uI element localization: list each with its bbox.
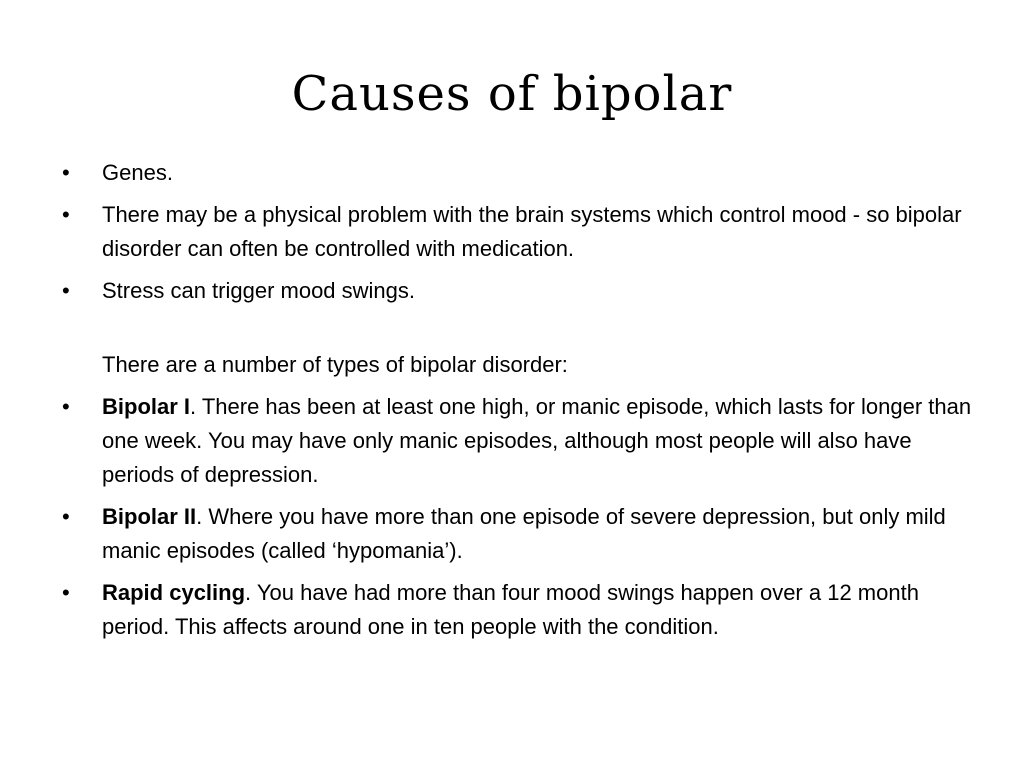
type-description: . Where you have more than one episode of severe depression, but only mild manic episodes (called ‘hypomania’).	[102, 504, 946, 563]
bullet-icon: •	[62, 278, 70, 303]
cause-item	[52, 156, 982, 190]
cause-text: Genes.	[102, 160, 173, 185]
cause-item	[52, 274, 982, 308]
type-item	[52, 390, 982, 492]
cause-text: There may be a physical problem with the brain systems which control mood - so bipolar disorder can often be controlled with medication.	[102, 202, 962, 261]
cause-item	[52, 198, 982, 266]
bullet-icon: •	[62, 202, 70, 227]
slide-content	[52, 156, 982, 652]
slide-title: Causes of bipolar	[291, 66, 733, 122]
types-intro: There are a number of types of bipolar disorder:	[102, 352, 568, 377]
cause-text: Stress can trigger mood swings.	[102, 278, 416, 303]
type-description: . There has been at least one high, or manic episode, which lasts for longer than one week. You may have only manic episodes, although most people will also have periods of depression.	[102, 394, 972, 487]
type-description: . You have had more than four mood swings happen over a 12 month period. This affects around one in ten people with the condition.	[102, 580, 919, 639]
type-term: Bipolar II	[102, 504, 197, 529]
type-term: Bipolar I	[102, 394, 191, 419]
bullet-icon: •	[62, 160, 70, 185]
type-item	[52, 500, 982, 568]
type-item	[52, 576, 982, 644]
bullet-icon: •	[62, 580, 70, 605]
bullet-icon: •	[62, 504, 70, 529]
bullet-icon: •	[62, 394, 70, 419]
type-term: Rapid cycling	[102, 580, 246, 605]
